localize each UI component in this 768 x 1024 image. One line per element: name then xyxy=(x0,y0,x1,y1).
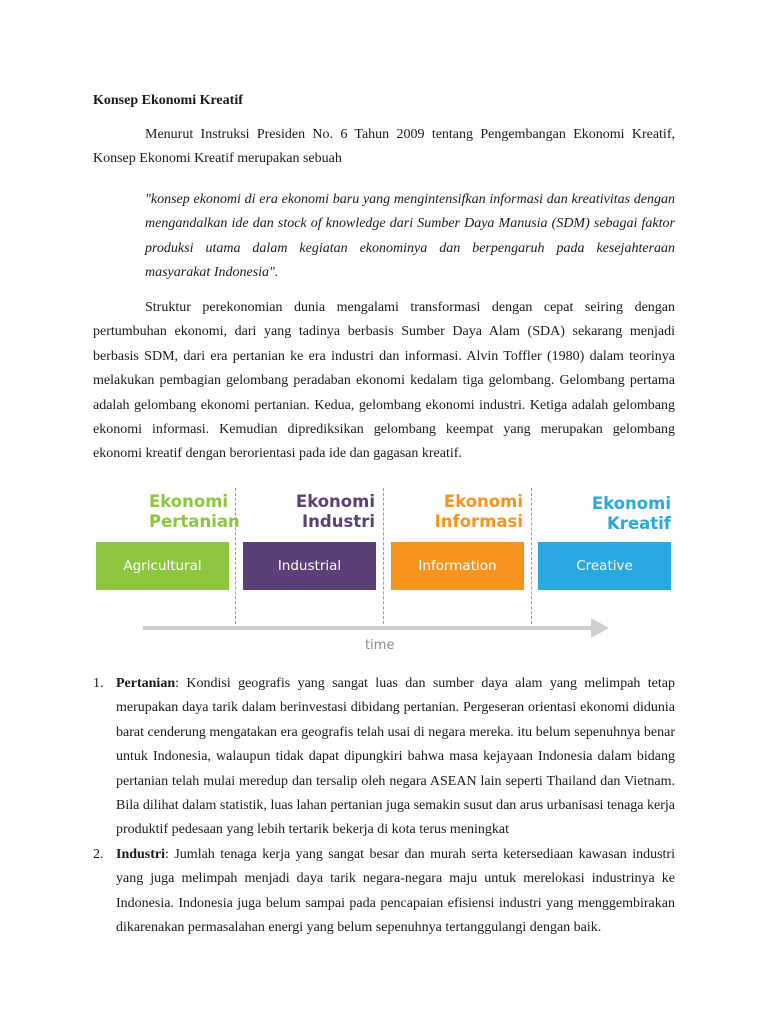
economic-waves-diagram xyxy=(93,488,675,658)
era-divider xyxy=(531,488,532,624)
section-heading: Konsep Ekonomi Kreatif xyxy=(93,93,243,108)
economy-list xyxy=(93,672,675,940)
time-arrow-head xyxy=(591,618,609,638)
era-title-pertanian: Ekonomi Pertanian xyxy=(149,492,240,531)
list-term: Pertanian xyxy=(116,676,176,691)
definition-quote: "konsep ekonomi di era ekonomi baru yang mengintensifkan informasi dan kreativitas dengan mengandalkan ide dan stock of knowledge dari Sumber Daya Manusia (SDM) sebagai faktor produksi utama dalam kegiatan ekonominya dan berpengaruh pada kesejahteraan masyarakat Indonesia". xyxy=(145,192,675,281)
list-text: : Jumlah tenaga kerja yang sangat besar dan murah serta ketersediaan kawasan industri yang juga melimpah menjadi daya tarik negara-negara maju untuk merelokasi industrinya ke Indonesia. Indonesia juga belum sampai pada pencapaian efisiensi industri yang menggembirakan dikarenakan permasalahan energi yang belum sepenuhnya tertanggulangi dengan baik. xyxy=(116,846,675,936)
list-term: Industri xyxy=(116,846,166,862)
era-title-informasi: Ekonomi Informasi xyxy=(434,492,523,531)
list-text: : Kondisi geografis yang sangat luas dan sumber daya alam yang melimpah tetap merupakan daya tarik dalam berinvestasi dibidang pertanian. Pergeseran orientasi ekonomi didunia barat cenderung mengatakan era geografis telah usai di negara mereka. itu belum sepenuhnya benar untuk Indonesia, walaupun tidak dapat dipungkiri bahwa masa kejayaan Indonesia dalam bidang pertanian telah mulai meredup dan tersalip oleh negara ASEAN lain seperti Thailand dan Vietnam. Bila dilihat dalam statistik, luas lahan pertanian juga semakin susut dan arus urbanisasi tenaga kerja produktif pedesaan yang lebih tertarik bekerja di kota terus meningkat xyxy=(116,676,675,838)
body-paragraph: Struktur perekonomian dunia mengalami transformasi dengan cepat seiring dengan pertumbuhan ekonomi, dari yang tadinya berbasis Sumber Daya Alam (SDA) sekarang menjadi berbasis SDM, dari era pertanian ke era industri dan informasi. Alvin Toffler (1980) dalam teorinya melakukan pembagian gelombang peradaban ekonomi kedalam tiga gelombang. Gelombang pertama adalah gelombang ekonomi pertanian. Kedua, gelombang ekonomi industri. Ketiga adalah gelombang ekonomi informasi. Kemudian diprediksikan gelombang keempat yang merupakan gelombang ekonomi kreatif dengan berorientasi pada ide dan gagasan kreatif. xyxy=(93,300,675,462)
era-box-industrial: Industrial xyxy=(243,542,376,590)
list-item xyxy=(93,843,675,941)
era-title-kreatif: Ekonomi Kreatif xyxy=(591,494,671,533)
era-box-creative: Creative xyxy=(538,542,671,590)
list-number: 1. xyxy=(93,676,104,691)
era-divider xyxy=(235,488,236,624)
time-arrow-line xyxy=(143,626,593,630)
era-divider xyxy=(383,488,384,624)
time-axis-label: time xyxy=(365,638,395,653)
intro-paragraph: Menurut Instruksi Presiden No. 6 Tahun 2009 tentang Pengembangan Ekonomi Kreatif, Konsep Ekonomi Kreatif merupakan sebuah xyxy=(93,127,675,167)
era-title-industri: Ekonomi Industri xyxy=(295,492,375,531)
era-box-agricultural: Agricultural xyxy=(96,542,229,590)
era-box-information: Information xyxy=(391,542,524,590)
list-item xyxy=(93,672,675,843)
list-number: 2. xyxy=(93,846,104,862)
